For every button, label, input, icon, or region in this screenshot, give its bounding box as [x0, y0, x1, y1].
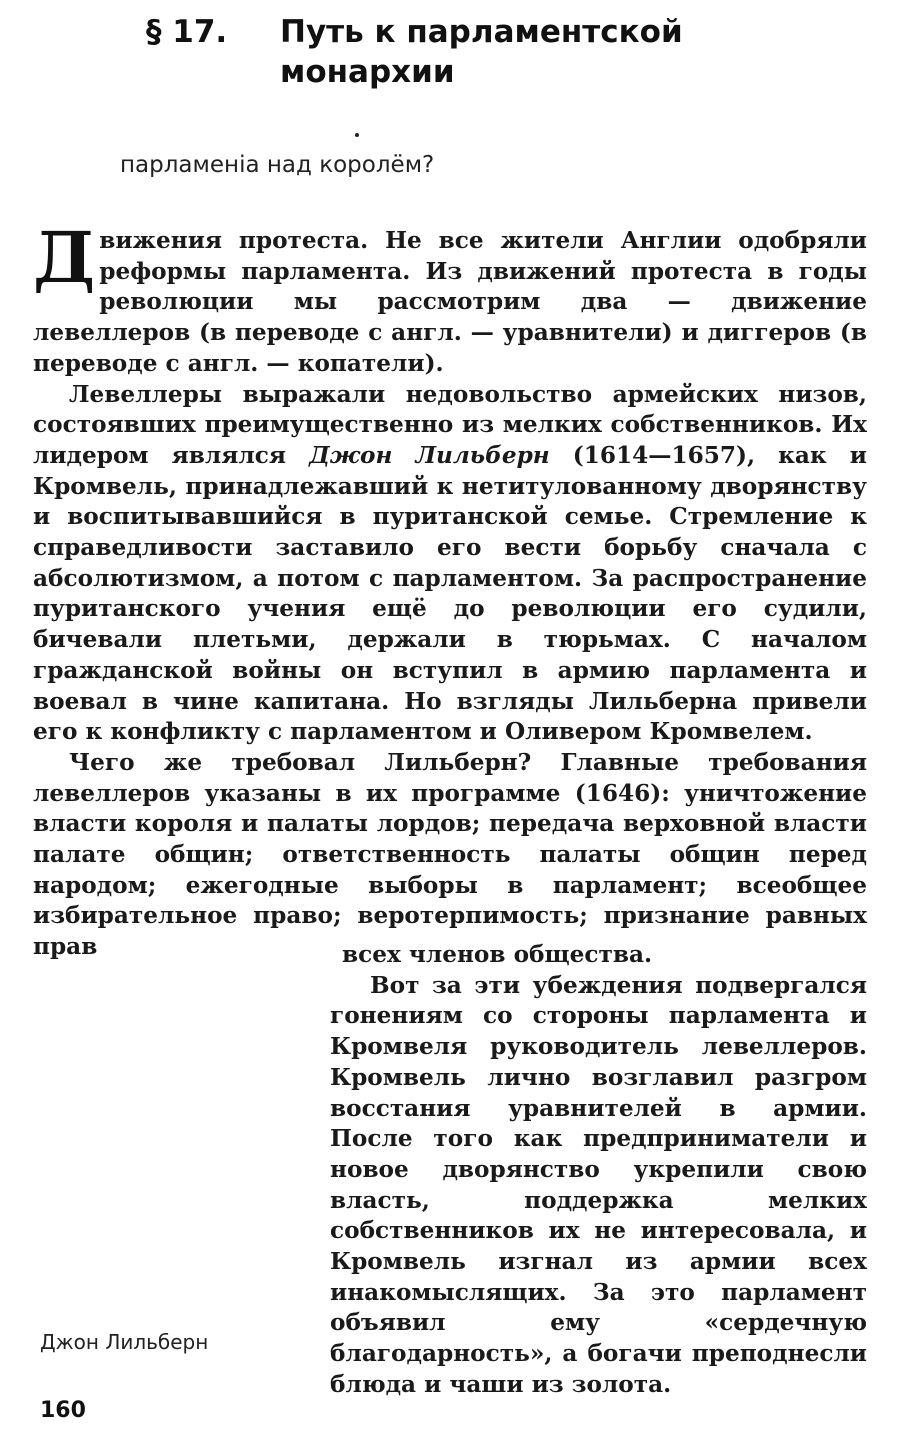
person-name: Джон Лильберн — [309, 441, 550, 469]
paragraph-4: Вот за эти убеждения подвергался гонениям со стороны парламента и Кромвеля руководитель левеллеров. Кромвель лично возглавил разгром восстания уравнителей в армии. После того как предприниматели и новое дворянство укрепили свою власть, поддержка мелких собственников их не интересовала, и Кромвель изгнал из армии всех инакомыслящих. За это парламент объявил ему «сердечную благодарность», а богачи преподнесли блюда и чаши из золота. — [330, 971, 867, 1398]
paragraph-1 — [33, 216, 868, 380]
paragraph-3-end: всех членов общества. — [342, 941, 653, 968]
column-text — [330, 940, 867, 1401]
paragraph-1-text: Не все жители Англии одобряли реформы парламента. Из движений протеста в годы революции мы рассмотрим два — движение левеллеров (в переводе с англ. — уравнители) и диггеров (в переводе с англ. — копатели). — [33, 227, 868, 377]
section-question: парламенiа над королём? — [120, 152, 435, 178]
paragraph-2: Левеллеры выражали недовольство армейских низов, состоявших преимущественно из мелких собственников. Их лидером являлся Джон Лильберн (1614—1657), как и Кромвель, принадлежавший к нетитулованному дворянству и воспитывавшийся в пуританской семье. Стремление к справедливости заставило его вести борьбу сначала с абсолютизмом, а потом с парламентом. За распространение пуританского учения ещё до революции его судили, бичевали плетьми, держали в тюрьмах. С началом гражданской войны он вступил в армию парламента и воевал в чине капитана. Но взгляды Лильберна привели его к конфликту с парламентом и Оливером Кромвелем. — [33, 380, 867, 746]
page-number: 160 — [40, 1398, 86, 1423]
main-text — [33, 216, 868, 963]
section-number: § 17. — [146, 14, 228, 50]
section-heading — [146, 12, 846, 92]
stray-dot — [355, 133, 359, 137]
drop-cap: Д — [33, 216, 96, 299]
paragraph-3: Чего же требовал Лильберн? Главные требования левеллеров указаны в их программе (1646): уничтожение власти короля и палаты лордов; передача верховной власти палате общин; ответственность палаты общин перед народом; ежегодные выборы в парламент; всеобщее избирательное право; веротерпимость; признание равных прав — [33, 748, 867, 961]
section-title-line2: монархии — [280, 54, 455, 90]
subheading-lead: вижения протеста. — [99, 227, 369, 254]
image-caption: Джон Лильберн — [40, 1330, 209, 1354]
section-title-line1: Путь к парламентской — [280, 14, 683, 50]
